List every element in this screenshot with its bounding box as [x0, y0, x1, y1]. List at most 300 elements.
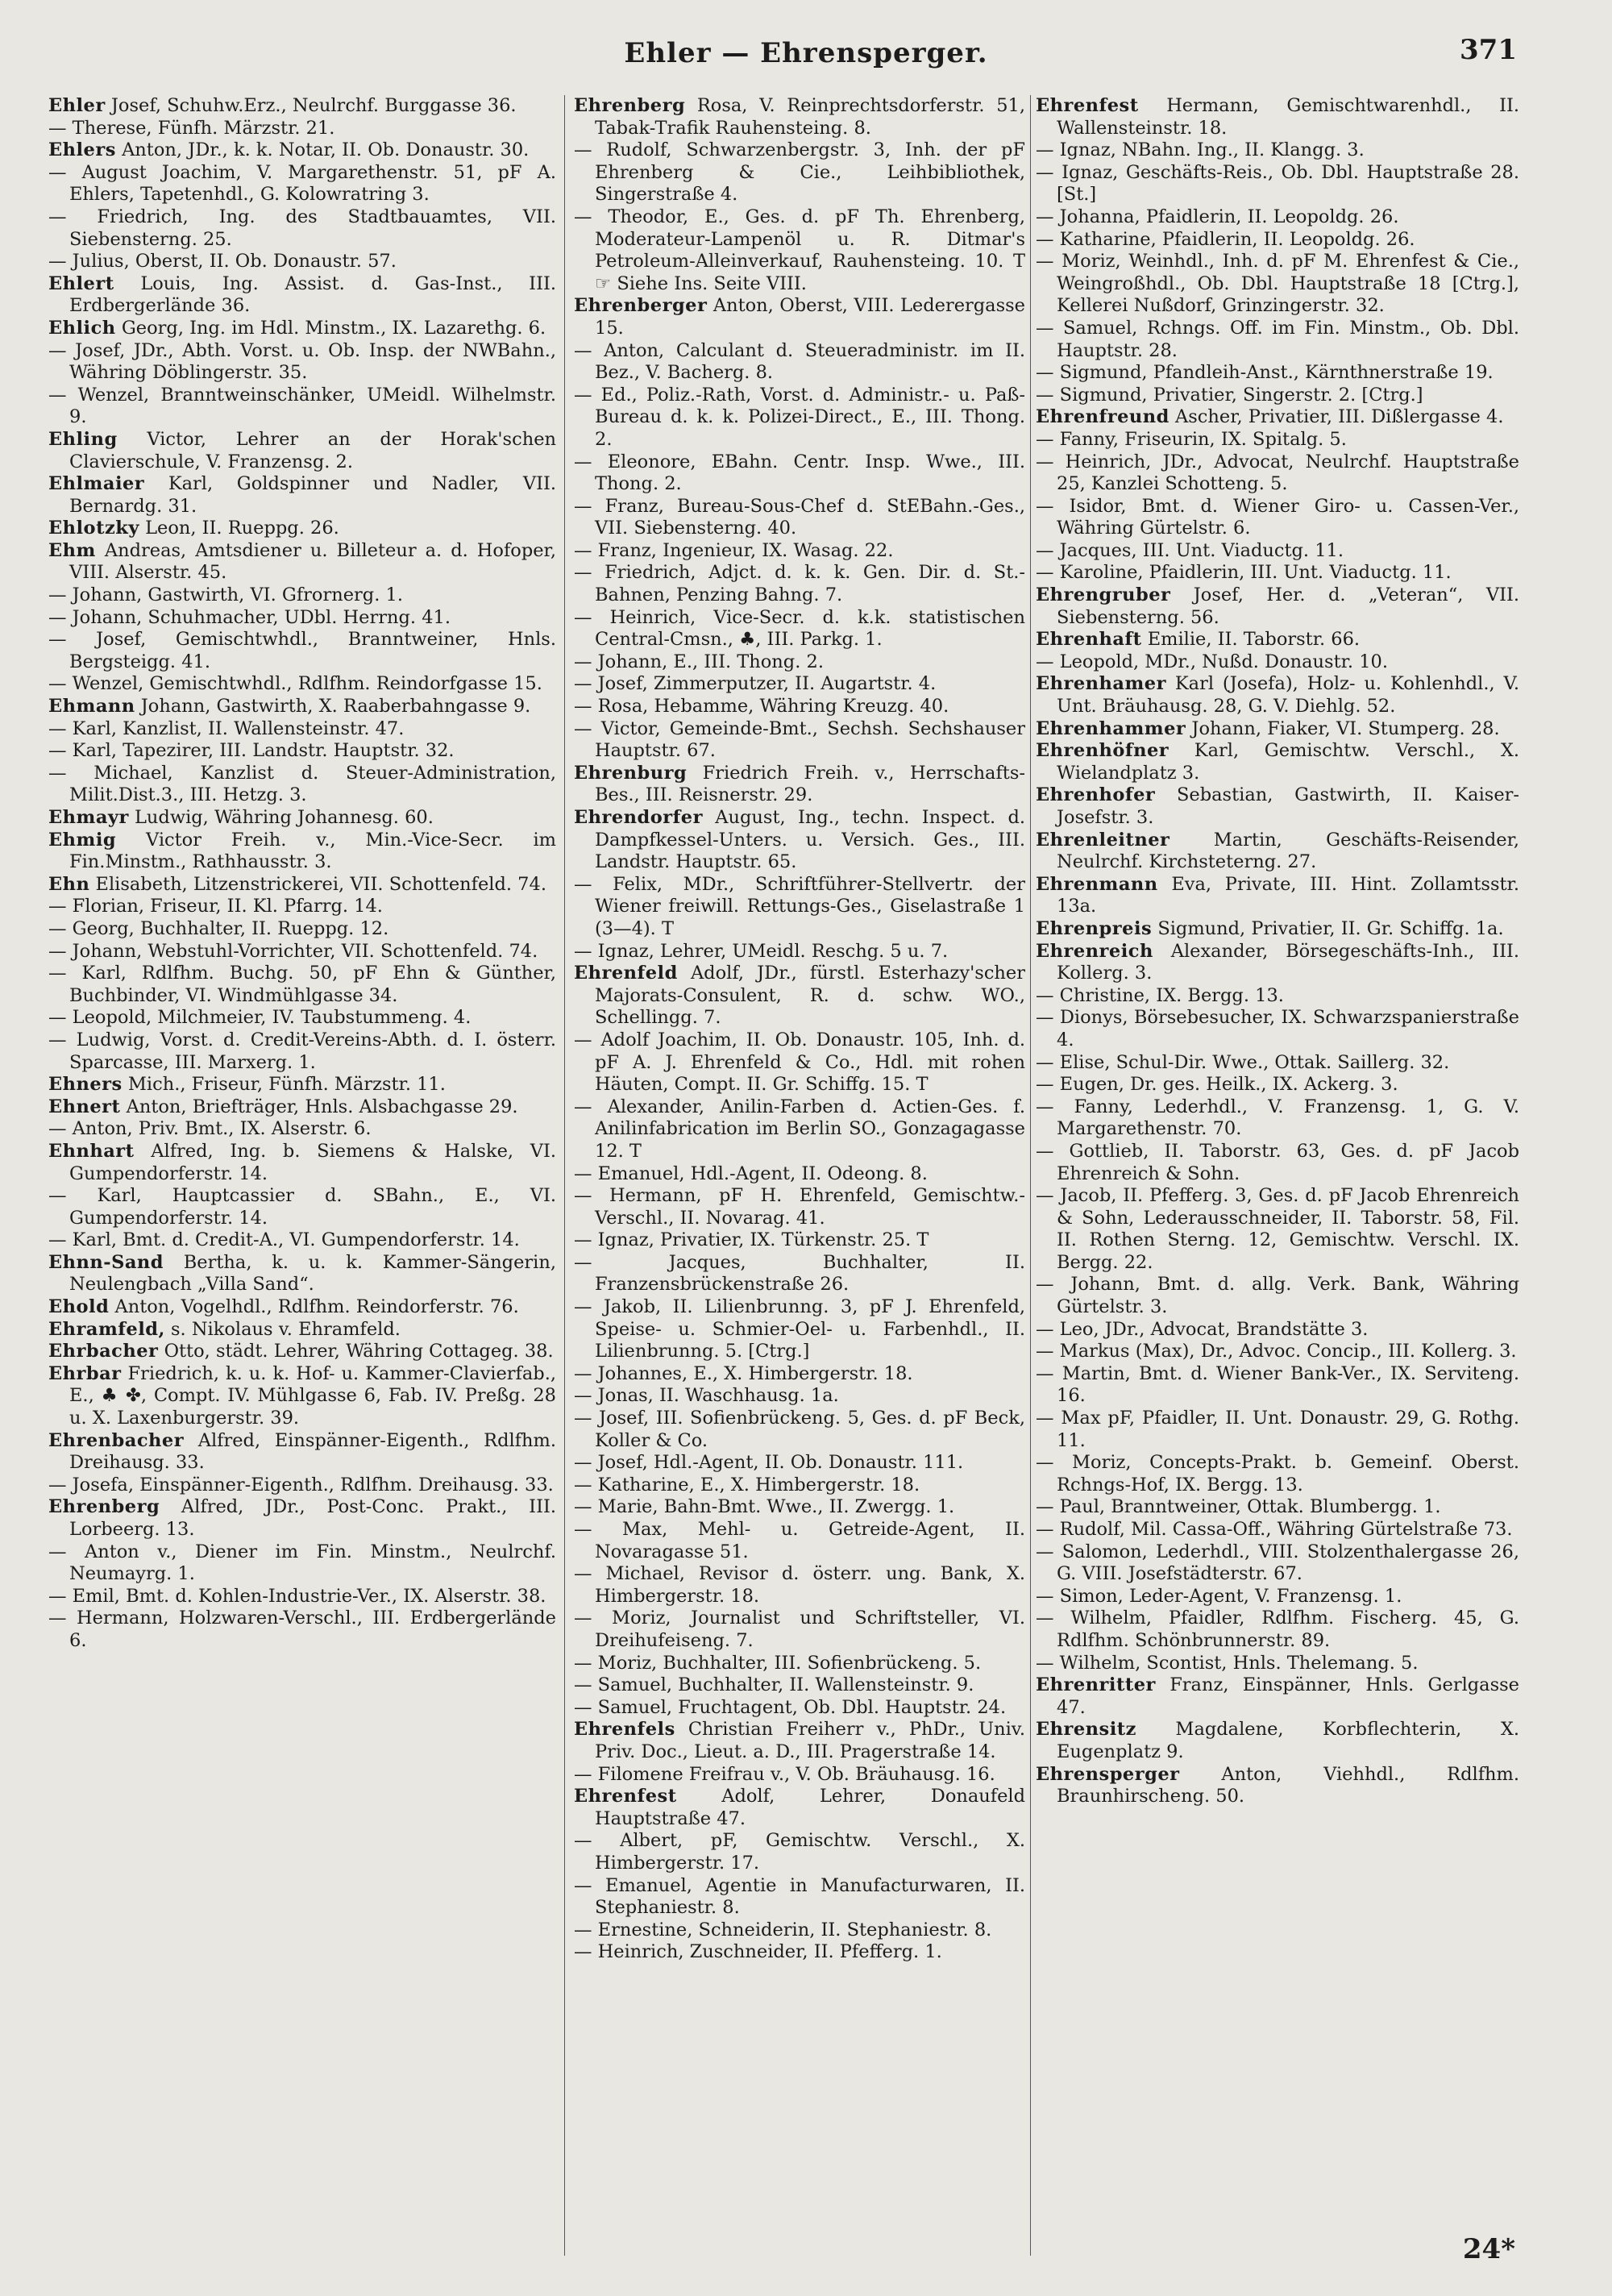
- entry-details: Heinrich, Vice-Secr. d. k.k. statistischen Central-Cmsn., ♣, III. Parkg. 1.: [595, 606, 1025, 651]
- entry-details: Karl, Rdlfhm. Buchg. 50, pF Ehn & Günther, Buchbinder, VI. Windmühlgasse 34.: [69, 963, 556, 1006]
- directory-entry: [48, 1541, 556, 1586]
- directory-entry: [1036, 1052, 1519, 1075]
- directory-entry: [574, 673, 1025, 696]
- entry-details: Rudolf, Schwarzenbergstr. 3, Inh. der pF Ehrenberg & Cie., Leihbibliothek, Singerstraße 4.: [595, 139, 1025, 206]
- directory-entry: [574, 1764, 1025, 1786]
- directory-entry: [574, 1229, 1025, 1252]
- directory-entry: [1036, 1653, 1519, 1675]
- directory-entry: [574, 1608, 1025, 1652]
- directory-entry: [1036, 139, 1519, 162]
- directory-entry: [48, 1185, 556, 1229]
- directory-entry: [48, 1229, 556, 1252]
- directory-entry: [48, 896, 556, 918]
- directory-entry: [48, 1029, 556, 1074]
- entry-details: Alfred, JDr., Post-Conc. Prakt., III. Lorbeerg. 13.: [69, 1496, 557, 1540]
- entry-details: Michael, Kanzlist d. Steuer-Administration, Milit.Dist.3., III. Hetzg. 3.: [69, 762, 556, 806]
- directory-entry: [1036, 206, 1519, 229]
- entry-details: Emil, Bmt. d. Kohlen-Industrie-Ver., IX. Alserstr. 38.: [72, 1585, 546, 1607]
- entry-details: Samuel, Fruchtagent, Ob. Dbl. Hauptstr. 24.: [597, 1696, 1007, 1718]
- directory-entry: [48, 251, 556, 273]
- surname: Ehrenhöfner: [1036, 740, 1170, 762]
- directory-entry: [48, 1252, 556, 1296]
- entry-details: Adolf Joachim, II. Ob. Donaustr. 105, Inh. d. pF A. J. Ehrenfeld & Co., Hdl. mit rohen Häuten, Compt. II. Gr. Schiffg. 15. T: [595, 1029, 1026, 1096]
- surname: Ehramfeld,: [48, 1318, 165, 1340]
- entry-details: Karl, Goldspinner und Nadler, VII. Bernardg. 31.: [69, 473, 556, 517]
- entry-details: Bertha, k. u. k. Kammer-Sängerin, Neulengbach „Villa Sand“.: [69, 1251, 556, 1296]
- entry-details: Josef, JDr., Abth. Vorst. u. Ob. Insp. der NWBahn., Währing Döblingerstr. 35.: [69, 339, 556, 384]
- directory-entry: [574, 1653, 1025, 1675]
- directory-entry: [48, 1475, 556, 1497]
- directory-entry: [574, 1875, 1025, 1920]
- entry-details: Leopold, Milchmeier, IV. Taubstummeng. 4.: [72, 1007, 472, 1029]
- surname: Ehmayr: [48, 807, 129, 828]
- entry-details: Wenzel, Branntweinschänker, UMeidl. Wilhelmstr. 9.: [69, 384, 556, 428]
- entry-details: Eva, Private, III. Hint. Zollamtsstr. 13a.: [1057, 873, 1519, 917]
- directory-entry: [48, 918, 556, 941]
- entry-details: Isidor, Bmt. d. Wiener Giro- u. Cassen-Ver., Währing Gürtelstr. 6.: [1057, 495, 1519, 539]
- entry-details: Wenzel, Gemischtwhdl., Rdlfhm. Reindorfgasse 15.: [72, 673, 542, 695]
- directory-entry: [48, 162, 556, 206]
- surname: Ehrensitz: [1036, 1719, 1136, 1741]
- directory-column-2: [574, 95, 1025, 1964]
- surname: Ehrbacher: [48, 1341, 159, 1362]
- entry-details: Paul, Branntweiner, Ottak. Blumbergg. 1.: [1059, 1496, 1441, 1518]
- directory-entry: [48, 473, 556, 518]
- surname: Ehnert: [48, 1096, 121, 1117]
- entry-details: Ignaz, Privatier, IX. Türkenstr. 25. T: [597, 1229, 929, 1251]
- entry-details: s. Nikolaus v. Ehramfeld.: [171, 1318, 401, 1340]
- directory-entry: [48, 1141, 556, 1185]
- entry-details: Moriz, Buchhalter, III. Sofienbrückeng. 5.: [597, 1652, 982, 1674]
- directory-entry: [48, 1496, 556, 1541]
- entry-details: Johann, Webstuhl-Vorrichter, VII. Schottenfeld. 74.: [72, 940, 538, 962]
- directory-entry: [574, 941, 1025, 963]
- directory-entry: [1036, 229, 1519, 252]
- directory-entry: [1036, 562, 1519, 584]
- surname: Ehrenbacher: [48, 1429, 185, 1451]
- entry-details: Emanuel, Hdl.-Agent, II. Odeong. 8.: [597, 1163, 928, 1184]
- directory-entry: [1036, 1764, 1519, 1808]
- directory-entry: [48, 607, 556, 630]
- directory-column-3: [1036, 95, 1519, 1808]
- directory-entry: [574, 696, 1025, 718]
- directory-entry: [574, 1786, 1025, 1830]
- surname: Ehrbar: [48, 1362, 122, 1384]
- surname: Ehrenburg: [574, 762, 688, 784]
- surname: Ehn: [48, 873, 90, 895]
- entry-details: Ignaz, Lehrer, UMeidl. Reschg. 5 u. 7.: [597, 940, 949, 962]
- directory-entry: [1036, 629, 1519, 651]
- entry-details: Ed., Poliz.-Rath, Vorst. d. Administr.- u. Paß-Bureau d. k. k. Polizei-Direct., E., III. Thong. 2.: [595, 384, 1025, 450]
- entry-details: Josef, Gemischtwhdl., Branntweiner, Hnls. Bergsteigg. 41.: [69, 629, 556, 672]
- entry-details: Leo, JDr., Advocat, Brandstätte 3.: [1059, 1318, 1369, 1340]
- entry-details: Johann, Gastwirth, X. Raaberbahngasse 9.: [140, 696, 531, 718]
- entry-details: Karoline, Pfaidlerin, III. Unt. Viaductg. 11.: [1059, 562, 1452, 584]
- directory-entry: [48, 1586, 556, 1608]
- directory-entry: [1036, 941, 1519, 985]
- directory-entry: [48, 1608, 556, 1652]
- entry-details: Jacques, Buchhalter, II. Franzensbrückenstraße 26.: [595, 1251, 1025, 1296]
- entry-details: Anton, Calculant d. Steueradministr. im II. Bez., V. Bacherg. 8.: [595, 339, 1026, 384]
- directory-entry: [574, 1452, 1025, 1475]
- directory-entry: [574, 1496, 1025, 1519]
- directory-entry: [48, 95, 556, 118]
- entry-details: August Joachim, V. Margarethenstr. 51, pF A. Ehlers, Tapetenhdl., G. Kolowratring 3.: [69, 161, 556, 206]
- surname: Ehners: [48, 1074, 123, 1096]
- entry-details: Georg, Ing. im Hdl. Minstm., IX. Lazarethg. 6.: [121, 317, 546, 339]
- entry-details: Jacob, II. Pfefferg. 3, Ges. d. pF Jacob Ehrenreich & Sohn, Lederausschneider, II. Taborstr. 58, Fil. II. Rothen Sterng. 12, Gemischtw. Verschl. IX. Bergg. 22.: [1057, 1185, 1520, 1273]
- entry-details: Otto, städt. Lehrer, Währing Cottageg. 38.: [164, 1341, 554, 1362]
- surname: Ehlotzky: [48, 518, 139, 539]
- surname: Ehrenhammer: [1036, 718, 1186, 739]
- entry-details: Sigmund, Pfandleih-Anst., Kärnthnerstraße 19.: [1059, 362, 1494, 384]
- directory-entry: [48, 1074, 556, 1096]
- entry-details: Andreas, Amtsdiener u. Billeteur a. d. Hofoper, VIII. Alserstr. 45.: [69, 539, 556, 584]
- directory-entry: [1036, 1074, 1519, 1096]
- surname: Ehnhart: [48, 1140, 135, 1162]
- directory-entry: [1036, 1496, 1519, 1519]
- entry-details: Sigmund, Privatier, II. Gr. Schiffg. 1a.: [1157, 917, 1504, 939]
- directory-entry: [48, 429, 556, 473]
- directory-entry: [1036, 1519, 1519, 1541]
- directory-entry: [48, 1296, 556, 1319]
- directory-entry: [1036, 1096, 1519, 1141]
- directory-entry: [48, 807, 556, 830]
- entry-details: Anton, JDr., k. k. Notar, II. Ob. Donaustr. 30.: [122, 139, 530, 161]
- surname: Ehrensperger: [1036, 1763, 1180, 1785]
- entry-details: Christian Freiherr v., PhDr., Univ. Priv. Doc., Lieut. a. D., III. Pragerstraße 14.: [595, 1719, 1025, 1762]
- entry-details: Mich., Friseur, Fünfh. Märzstr. 11.: [127, 1074, 446, 1096]
- directory-entry: [48, 1430, 556, 1475]
- entry-details: Martin, Bmt. d. Wiener Bank-Ver., IX. Serviteng. 16.: [1057, 1362, 1519, 1407]
- entry-details: Julius, Oberst, II. Ob. Donaustr. 57.: [72, 251, 397, 272]
- directory-entry: [574, 607, 1025, 651]
- entry-details: Karl, Hauptcassier d. SBahn., E., VI. Gumpendorferstr. 14.: [69, 1185, 556, 1229]
- directory-entry: [1036, 830, 1519, 874]
- directory-entry: [48, 1096, 556, 1119]
- directory-entry: [574, 295, 1025, 339]
- directory-entry: [48, 1319, 556, 1341]
- entry-details: Johann, Bmt. d. allg. Verk. Bank, Währing Gürtelstr. 3.: [1057, 1274, 1520, 1318]
- surname: Ehnn-Sand: [48, 1251, 164, 1273]
- directory-entry: [1036, 1185, 1519, 1274]
- entry-details: Hermann, Gemischtwarenhdl., II. Wallensteinstr. 18.: [1057, 95, 1519, 139]
- entry-details: Elise, Schul-Dir. Wwe., Ottak. Saillerg. 32.: [1059, 1051, 1450, 1073]
- directory-entry: [48, 1007, 556, 1029]
- column-divider: [564, 95, 565, 2256]
- entry-details: Anton, Briefträger, Hnls. Alsbachgasse 29.: [126, 1096, 518, 1117]
- directory-entry: [1036, 985, 1519, 1008]
- surname: Ehrendorfer: [574, 807, 703, 828]
- entry-details: Rosa, V. Reinprechtsdorferstr. 51, Tabak-Trafik Rauhensteing. 8.: [595, 95, 1025, 139]
- page-number: 371: [1460, 34, 1517, 66]
- entry-details: Anton, Viehhdl., Rdlfhm. Braunhirscheng. 50.: [1057, 1763, 1520, 1807]
- directory-entry: [48, 518, 556, 540]
- entry-details: Karl, Gemischtw. Verschl., X. Wielandplatz 3.: [1057, 740, 1519, 784]
- directory-entry: [48, 673, 556, 696]
- directory-entry: [48, 874, 556, 896]
- surname: Ehmig: [48, 829, 117, 851]
- entry-details: Fanny, Friseurin, IX. Spitalg. 5.: [1059, 428, 1347, 450]
- entry-details: Eugen, Dr. ges. Heilk., IX. Ackerg. 3.: [1059, 1074, 1398, 1096]
- surname: Ehrenhofer: [1036, 784, 1156, 806]
- directory-entry: [1036, 740, 1519, 784]
- directory-entry: [48, 318, 556, 340]
- directory-entry: [48, 584, 556, 607]
- entry-details: Wilhelm, Pfaidler, Rdlfhm. Fischerg. 45, G. Rdlfhm. Schönbrunnerstr. 89.: [1057, 1608, 1519, 1651]
- entry-details: Sigmund, Privatier, Singerstr. 2. [Ctrg.]: [1059, 384, 1423, 406]
- entry-details: Filomene Freifrau v., V. Ob. Bräuhausg. 16.: [597, 1763, 995, 1785]
- entry-details: Friedrich Freih. v., Herrschafts-Bes., III. Reisnerstr. 29.: [595, 762, 1025, 806]
- directory-entry: [48, 1341, 556, 1363]
- directory-entry: [1036, 1674, 1519, 1719]
- entry-details: Eleonore, EBahn. Centr. Insp. Wwe., III. Thong. 2.: [595, 451, 1026, 495]
- directory-entry: [1036, 406, 1519, 429]
- directory-entry: [574, 340, 1025, 385]
- directory-entry: [48, 206, 556, 251]
- surname: Ehrenpreis: [1036, 917, 1153, 939]
- entry-details: Karl, Kanzlist, II. Wallensteinstr. 47.: [72, 718, 405, 739]
- entry-details: Alexander, Anilin-Farben d. Actien-Ges. f. Anilinfabrication im Berlin SO., Gonzagagasse 12. T: [595, 1096, 1025, 1162]
- entry-details: Josef, Hdl.-Agent, II. Ob. Donaustr. 111.: [597, 1452, 964, 1474]
- directory-entry: [48, 941, 556, 963]
- directory-entry: [1036, 251, 1519, 318]
- directory-entry: [574, 562, 1025, 606]
- entry-details: Alexander, Börsegeschäfts-Inh., III. Kollerg. 3.: [1057, 940, 1520, 984]
- directory-entry: [48, 340, 556, 385]
- surname: Ehrenfreund: [1036, 406, 1170, 428]
- entry-details: Friedrich, k. u. k. Hof- u. Kammer-Clavierfab., E., ♣ ✤, Compt. IV. Mühlgasse 6, Fab. IV. Preßg. 28 u. X. Laxenburgerstr. 39.: [69, 1362, 557, 1429]
- directory-entry: [1036, 362, 1519, 385]
- directory-entry: [1036, 874, 1519, 918]
- directory-entry: [574, 1296, 1025, 1363]
- entry-details: Markus (Max), Dr., Advoc. Concip., III. Kollerg. 3.: [1059, 1341, 1517, 1362]
- directory-entry: [48, 629, 556, 673]
- entry-details: Josef, III. Sofienbrückeng. 5, Ges. d. pF Beck, Koller & Co.: [595, 1408, 1025, 1451]
- entry-details: Ignaz, Geschäfts-Reis., Ob. Dbl. Hauptstraße 28. [St.]: [1057, 161, 1520, 206]
- surname: Ehlers: [48, 139, 116, 161]
- entry-details: Ludwig, Währing Johannesg. 60.: [134, 807, 434, 828]
- directory-entry: [48, 718, 556, 741]
- surname: Ehrenreich: [1036, 940, 1153, 962]
- entry-details: Jakob, II. Lilienbrunng. 3, pF J. Ehrenfeld, Speise- u. Schmier-Oel- u. Farbenhdl., II. Lilienbrunng. 5. [Ctrg.]: [595, 1296, 1026, 1362]
- entry-details: Ludwig, Vorst. d. Credit-Vereins-Abth. d. I. österr. Sparcasse, III. Marxerg. 1.: [69, 1029, 557, 1073]
- surname: Ehold: [48, 1296, 110, 1318]
- entry-details: Dionys, Börsebesucher, IX. Schwarzspanierstraße 4.: [1057, 1007, 1519, 1050]
- directory-entry: [1036, 1007, 1519, 1051]
- entry-details: Moriz, Journalist und Schriftsteller, VI. Dreihufeiseng. 7.: [595, 1608, 1025, 1651]
- directory-entry: [574, 1920, 1025, 1942]
- directory-entry: [574, 95, 1025, 139]
- directory-entry: [1036, 1719, 1519, 1763]
- surname: Ehm: [48, 539, 96, 561]
- entry-details: Leopold, MDr., Nußd. Donaustr. 10.: [1059, 651, 1388, 672]
- entry-details: Katharine, Pfaidlerin, II. Leopoldg. 26.: [1059, 228, 1415, 250]
- entry-details: Jacques, III. Unt. Viaductg. 11.: [1059, 539, 1344, 561]
- entry-details: Johann, E., III. Thong. 2.: [597, 651, 824, 672]
- directory-column-1: [48, 95, 556, 1653]
- directory-entry: [1036, 1608, 1519, 1652]
- page-header: [0, 32, 1612, 73]
- surname: Ehrenfest: [1036, 95, 1139, 116]
- directory-entry: [1036, 718, 1519, 741]
- entry-details: Franz, Ingenieur, IX. Wasag. 22.: [597, 539, 894, 561]
- entry-details: Victor, Lehrer an der Horak'schen Clavierschule, V. Franzensg. 2.: [69, 428, 557, 472]
- entry-details: Josefa, Einspänner-Eigenth., Rdlfhm. Dreihausg. 33.: [72, 1474, 554, 1495]
- surname: Ehler: [48, 95, 106, 116]
- directory-entry: [574, 874, 1025, 941]
- directory-entry: [48, 273, 556, 318]
- entry-details: Ignaz, NBahn. Ing., II. Klangg. 3.: [1059, 139, 1365, 161]
- directory-entry: [1036, 584, 1519, 629]
- directory-entry: [1036, 1274, 1519, 1318]
- entry-details: Sebastian, Gastwirth, II. Kaiser-Josefstr. 3.: [1057, 784, 1519, 828]
- directory-entry: [48, 740, 556, 763]
- surname: Ehlert: [48, 272, 114, 294]
- entry-details: Moriz, Concepts-Prakt. b. Gemeinf. Oberst. Rchngs-Hof, IX. Bergg. 13.: [1057, 1452, 1519, 1495]
- directory-entry: [574, 139, 1025, 206]
- directory-entry: [574, 540, 1025, 563]
- directory-entry: [574, 963, 1025, 1029]
- directory-entry: [1036, 429, 1519, 451]
- entry-details: Victor, Gemeinde-Bmt., Sechsh. Sechshauser Hauptstr. 67.: [595, 718, 1025, 762]
- entry-details: Jonas, II. Waschhausg. 1a.: [597, 1385, 839, 1407]
- directory-entry: [574, 651, 1025, 674]
- directory-entry: [1036, 1408, 1519, 1452]
- surname: Ehrenhaft: [1036, 629, 1142, 651]
- entry-details: Theodor, E., Ges. d. pF Th. Ehrenberg, Moderateur-Lampenöl u. R. Ditmar's Petroleum-Alleinverkauf, Rauhensteing. 10. T ☞ Siehe Ins. Seite VIII.: [595, 206, 1025, 294]
- directory-entry: [574, 1697, 1025, 1720]
- entry-details: Anton, Priv. Bmt., IX. Alserstr. 6.: [72, 1118, 372, 1140]
- directory-entry: [48, 1118, 556, 1141]
- directory-entry: [574, 451, 1025, 496]
- entry-details: August, Ing., techn. Inspect. d. Dampfkessel-Unters. u. Versich. Ges., III. Landstr. Hauptstr. 65.: [595, 807, 1025, 873]
- signature-mark: 24*: [1462, 2233, 1515, 2265]
- entry-details: Franz, Einspänner, Hnls. Gerlgasse 47.: [1057, 1674, 1519, 1718]
- entry-details: Samuel, Buchhalter, II. Wallensteinstr. 9.: [597, 1674, 974, 1696]
- entry-details: Ascher, Privatier, III. Dißlergasse 4.: [1175, 406, 1504, 428]
- entry-details: Elisabeth, Litzenstrickerei, VII. Schottenfeld. 74.: [95, 873, 546, 895]
- directory-entry: [574, 1385, 1025, 1408]
- entry-details: Felix, MDr., Schriftführer-Stellvertr. der Wiener freiwill. Rettungs-Ges., Giselastraße 1 (3—4). T: [595, 873, 1025, 939]
- entry-details: Ernestine, Schneiderin, II. Stephaniestr. 8.: [597, 1919, 992, 1940]
- entry-details: Samuel, Rchngs. Off. im Fin. Minstm., Ob. Dbl. Hauptstr. 28.: [1057, 317, 1519, 361]
- directory-entry: [574, 206, 1025, 295]
- directory-entry: [574, 1830, 1025, 1874]
- entry-details: Max, Mehl- u. Getreide-Agent, II. Novaragasse 51.: [595, 1519, 1025, 1562]
- directory-entry: [574, 1563, 1025, 1608]
- directory-entry: [48, 963, 556, 1007]
- running-title: Ehler — Ehrensperger.: [624, 37, 988, 69]
- entry-details: Christine, IX. Bergg. 13.: [1059, 984, 1284, 1006]
- directory-entry: [1036, 496, 1519, 540]
- entry-details: Anton v., Diener im Fin. Minstm., Neulrchf. Neumayrg. 1.: [69, 1541, 557, 1585]
- surname: Ehrenberger: [574, 295, 708, 317]
- column-divider: [1030, 95, 1031, 2256]
- directory-entry: [1036, 1586, 1519, 1608]
- directory-entry: [574, 1163, 1025, 1186]
- entry-details: Fanny, Lederhdl., V. Franzensg. 1, G. V. Margarethenstr. 70.: [1057, 1096, 1520, 1140]
- entry-details: Alfred, Ing. b. Siemens & Halske, VI. Gumpendorferstr. 14.: [69, 1140, 556, 1184]
- directory-entry: [1036, 1341, 1519, 1363]
- entry-details: Hermann, Holzwaren-Verschl., III. Erdbergerlände 6.: [69, 1608, 556, 1651]
- directory-entry: [574, 1941, 1025, 1964]
- directory-entry: [1036, 918, 1519, 941]
- entry-details: Adolf, JDr., fürstl. Esterhazy'scher Majorats-Consulent, R. d. schw. WO., Schellingg. 7.: [595, 963, 1025, 1029]
- entry-details: Georg, Buchhalter, II. Rueppg. 12.: [72, 917, 389, 939]
- directory-entry: [48, 696, 556, 718]
- entry-details: Magdalene, Korbflechterin, X. Eugenplatz 9.: [1057, 1719, 1519, 1762]
- surname: Ehrenberg: [48, 1496, 160, 1518]
- surname: Ehrenritter: [1036, 1674, 1156, 1696]
- directory-entry: [574, 1363, 1025, 1386]
- entry-details: Salomon, Lederhdl., VIII. Stolzenthalergasse 26, G. VIII. Josefstädterstr. 67.: [1057, 1541, 1519, 1585]
- directory-entry: [48, 385, 556, 429]
- entry-details: Karl, Tapezirer, III. Landstr. Hauptstr. 32.: [72, 740, 455, 762]
- directory-entry: [1036, 1141, 1519, 1185]
- entry-details: Max pF, Pfaidler, II. Unt. Donaustr. 29, G. Rothg. 11.: [1057, 1408, 1519, 1451]
- directory-entry: [574, 1185, 1025, 1229]
- directory-entry: [574, 1519, 1025, 1563]
- directory-entry: [574, 496, 1025, 540]
- directory-entry: [1036, 1319, 1519, 1341]
- entry-details: Gottlieb, II. Taborstr. 63, Ges. d. pF Jacob Ehrenreich & Sohn.: [1057, 1140, 1519, 1184]
- entry-details: Josef, Schuhw.Erz., Neulrchf. Burggasse 36.: [110, 95, 517, 116]
- entry-details: Johannes, E., X. Himbergerstr. 18.: [597, 1362, 913, 1384]
- directory-entry: [48, 118, 556, 140]
- entry-details: Alfred, Einspänner-Eigenth., Rdlfhm. Dreihausg. 33.: [69, 1429, 556, 1474]
- directory-entry: [574, 763, 1025, 807]
- directory-entry: [574, 1719, 1025, 1763]
- directory-entry: [1036, 651, 1519, 674]
- entry-details: Leon, II. Rueppg. 26.: [145, 518, 339, 539]
- entry-details: Friedrich, Ing. des Stadtbauamtes, VII. Siebensterng. 25.: [69, 206, 556, 250]
- entry-details: Albert, pF, Gemischtw. Verschl., X. Himbergerstr. 17.: [595, 1830, 1025, 1874]
- directory-entry: [574, 1252, 1025, 1296]
- entry-details: Therese, Fünfh. Märzstr. 21.: [72, 117, 335, 139]
- directory-entry: [574, 385, 1025, 451]
- entry-details: Heinrich, JDr., Advocat, Neulrchf. Hauptstraße 25, Kanzlei Schotteng. 5.: [1057, 451, 1519, 495]
- surname: Ehrenfels: [574, 1719, 675, 1741]
- surname: Ehrenberg: [574, 95, 686, 116]
- entry-details: Marie, Bahn-Bmt. Wwe., II. Zwergg. 1.: [597, 1496, 955, 1518]
- entry-details: Friedrich, Adjct. d. k. k. Gen. Dir. d. St.-Bahnen, Penzing Bahng. 7.: [595, 562, 1025, 606]
- surname: Ehrengruber: [1036, 584, 1171, 606]
- entry-details: Anton, Oberst, VIII. Lederergasse 15.: [595, 295, 1025, 339]
- entry-details: Moriz, Weinhdl., Inh. d. pF M. Ehrenfest & Cie., Weingroßhdl., Ob. Dbl. Hauptstraße 18 [Ctrg.], Kellerei Nußdorf, Grinzingerstr. 32.: [1057, 251, 1519, 317]
- directory-entry: [574, 718, 1025, 763]
- entry-details: Florian, Friseur, II. Kl. Pfarrg. 14.: [72, 896, 383, 917]
- directory-entry: [48, 139, 556, 162]
- entry-details: Karl (Josefa), Holz- u. Kohlenhdl., V. Unt. Bräuhausg. 28, G. V. Diehlg. 52.: [1057, 673, 1519, 718]
- entry-details: Franz, Bureau-Sous-Chef d. StEBahn.-Ges., VII. Siebensterng. 40.: [595, 495, 1025, 539]
- entry-details: Victor Freih. v., Min.-Vice-Secr. im Fin.Minstm., Rathhausstr. 3.: [69, 829, 557, 873]
- surname: Ehlich: [48, 317, 116, 339]
- directory-entry: [1036, 95, 1519, 139]
- entry-details: Emilie, II. Taborstr. 66.: [1147, 629, 1361, 651]
- entry-details: Adolf, Lehrer, Donaufeld Hauptstraße 47.: [595, 1786, 1026, 1829]
- entry-details: Johann, Gastwirth, VI. Gfrornerg. 1.: [72, 584, 403, 606]
- entry-details: Katharine, E., X. Himbergerstr. 18.: [597, 1474, 920, 1495]
- surname: Ehrenhamer: [1036, 673, 1166, 695]
- entry-details: Rudolf, Mil. Cassa-Off., Währing Gürtelstraße 73.: [1059, 1519, 1513, 1540]
- entry-details: Louis, Ing. Assist. d. Gas-Inst., III. Erdbergerlände 36.: [69, 272, 556, 317]
- entry-details: Rosa, Hebamme, Währing Kreuzg. 40.: [597, 696, 949, 718]
- entry-details: Johann, Fiaker, VI. Stumperg. 28.: [1191, 718, 1500, 739]
- directory-entry: [48, 540, 556, 584]
- directory-entry: [1036, 784, 1519, 829]
- directory-entry: [1036, 162, 1519, 206]
